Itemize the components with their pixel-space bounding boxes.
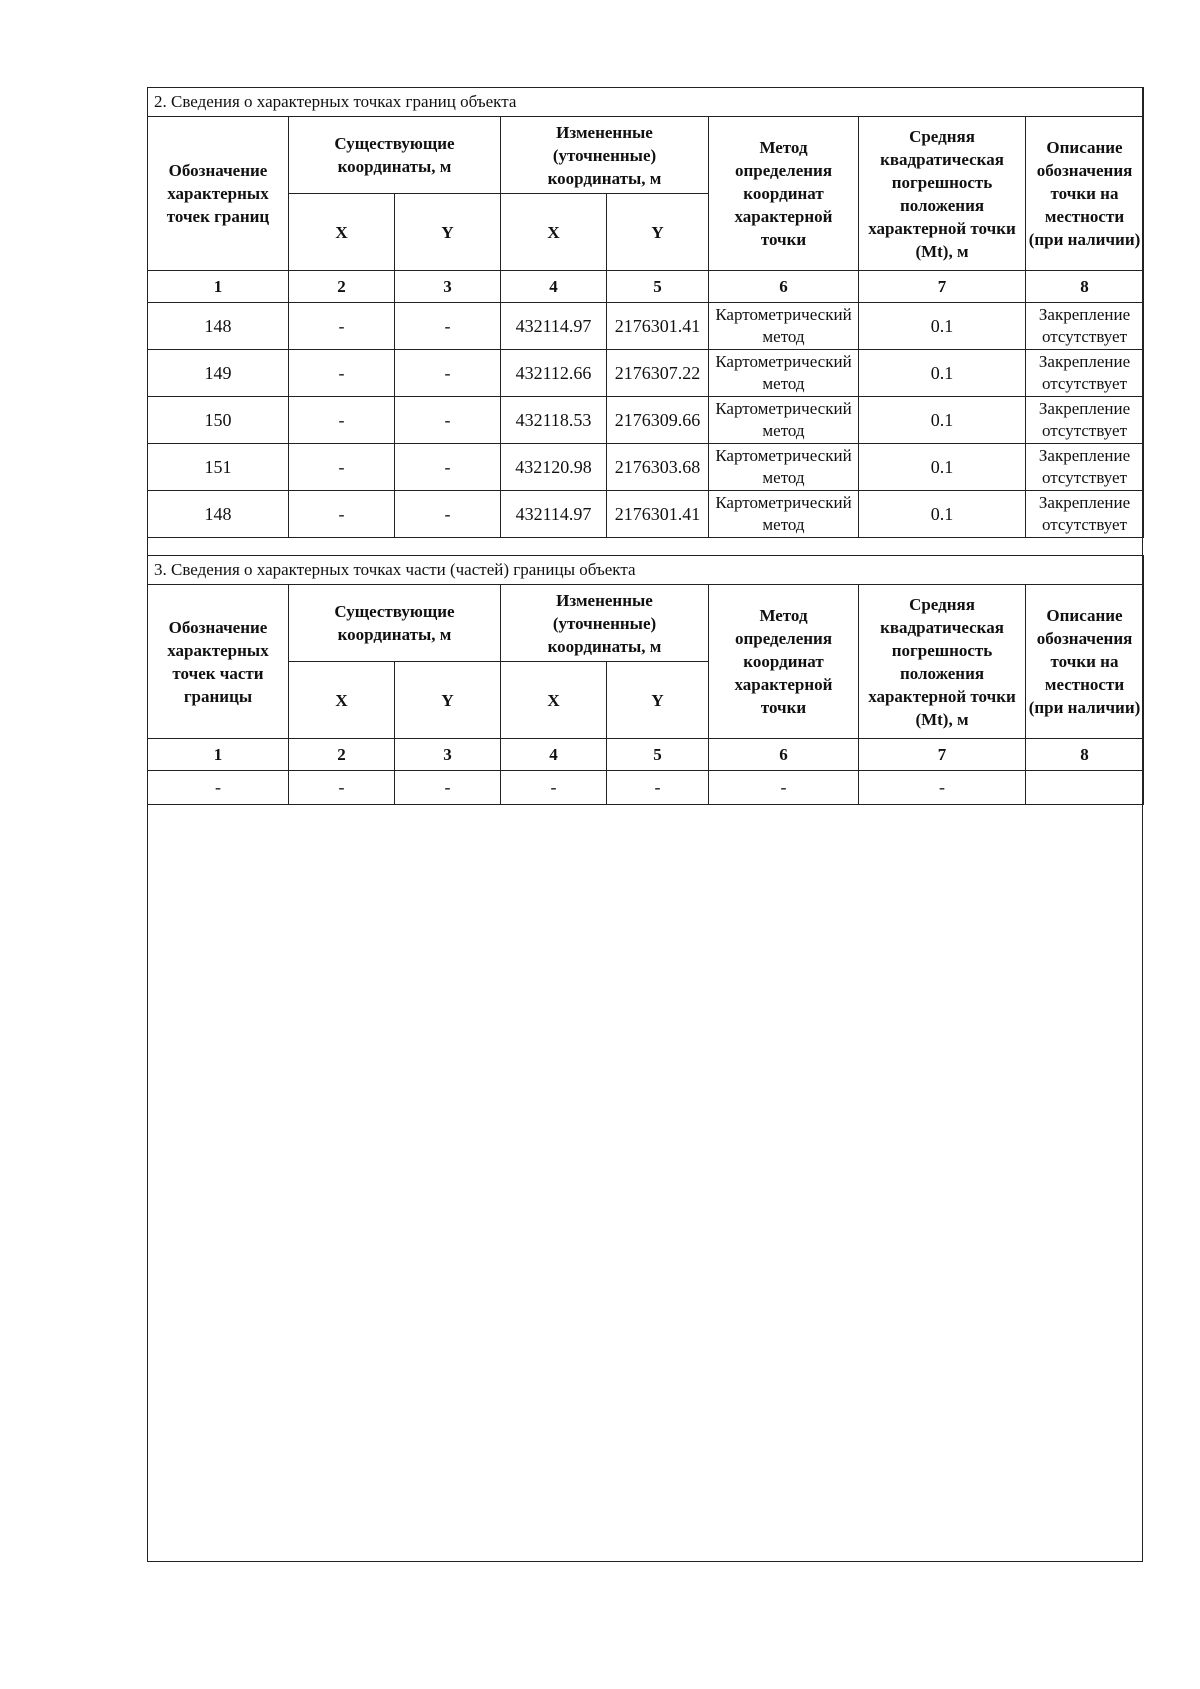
header-error: Средняя квадратическая погрешность положения характерной точки (Mt), м <box>859 585 1026 739</box>
header-changed-x: X <box>501 194 607 271</box>
section2-table <box>147 87 1144 538</box>
description: Закрепление отсутствует <box>1026 397 1144 444</box>
col-number: 8 <box>1026 739 1144 771</box>
table-row <box>148 444 1144 491</box>
col-number: 2 <box>289 271 395 303</box>
changed-y: 2176301.41 <box>607 303 709 350</box>
changed-x: 432112.66 <box>501 350 607 397</box>
header-existing: Существующие координаты, м <box>289 585 501 662</box>
mt: 0.1 <box>859 350 1026 397</box>
description: Закрепление отсутствует <box>1026 303 1144 350</box>
existing-x: - <box>289 397 395 444</box>
table-row <box>148 303 1144 350</box>
empty-cell: - <box>607 771 709 805</box>
header-error: Средняя квадратическая погрешность положения характерной точки (Mt), м <box>859 117 1026 271</box>
table-row <box>148 350 1144 397</box>
header-existing: Существующие координаты, м <box>289 117 501 194</box>
method: Картометрический метод <box>709 303 859 350</box>
table-row <box>148 771 1144 805</box>
existing-x: - <box>289 491 395 538</box>
header-existing-x: X <box>289 662 395 739</box>
method: Картометрический метод <box>709 444 859 491</box>
col-number: 5 <box>607 739 709 771</box>
section2-title: 2. Сведения о характерных точках границ объекта <box>148 88 1144 117</box>
col-number: 2 <box>289 739 395 771</box>
existing-y: - <box>395 397 501 444</box>
table-row <box>148 397 1144 444</box>
header-changed: Измененные (уточненные) координаты, м <box>501 585 709 662</box>
method: Картометрический метод <box>709 397 859 444</box>
header-method: Метод определения координат характерной точки <box>709 585 859 739</box>
existing-y: - <box>395 350 501 397</box>
col-number: 8 <box>1026 271 1144 303</box>
header-method: Метод определения координат характерной точки <box>709 117 859 271</box>
empty-cell: - <box>289 771 395 805</box>
mt: 0.1 <box>859 491 1026 538</box>
empty-cell: - <box>395 771 501 805</box>
method: Картометрический метод <box>709 491 859 538</box>
existing-y: - <box>395 444 501 491</box>
header-changed-y: Y <box>607 662 709 739</box>
section3-table <box>147 555 1144 805</box>
column-number-row <box>148 739 1144 771</box>
mt: 0.1 <box>859 444 1026 491</box>
changed-x: 432114.97 <box>501 491 607 538</box>
empty-cell: - <box>709 771 859 805</box>
changed-x: 432118.53 <box>501 397 607 444</box>
point-id: 148 <box>148 303 289 350</box>
point-id: 150 <box>148 397 289 444</box>
description: Закрепление отсутствует <box>1026 444 1144 491</box>
col-number: 6 <box>709 271 859 303</box>
header-changed: Измененные (уточненные) координаты, м <box>501 117 709 194</box>
empty-cell: - <box>148 771 289 805</box>
point-id: 151 <box>148 444 289 491</box>
col-number: 3 <box>395 271 501 303</box>
empty-cell <box>1026 771 1144 805</box>
column-number-row <box>148 271 1144 303</box>
existing-y: - <box>395 303 501 350</box>
section3-title: 3. Сведения о характерных точках части (частей) границы объекта <box>148 556 1144 585</box>
changed-y: 2176309.66 <box>607 397 709 444</box>
point-id: 148 <box>148 491 289 538</box>
header-existing-y: Y <box>395 662 501 739</box>
changed-x: 432114.97 <box>501 303 607 350</box>
col-number: 1 <box>148 739 289 771</box>
col-number: 4 <box>501 271 607 303</box>
changed-y: 2176307.22 <box>607 350 709 397</box>
header-existing-x: X <box>289 194 395 271</box>
method: Картометрический метод <box>709 350 859 397</box>
header-designation: Обозначение характерных точек части границы <box>148 585 289 739</box>
col-number: 3 <box>395 739 501 771</box>
col-number: 4 <box>501 739 607 771</box>
col-number: 1 <box>148 271 289 303</box>
point-id: 149 <box>148 350 289 397</box>
description: Закрепление отсутствует <box>1026 491 1144 538</box>
header-description: Описание обозначения точки на местности (при наличии) <box>1026 585 1144 739</box>
description: Закрепление отсутствует <box>1026 350 1144 397</box>
empty-cell: - <box>859 771 1026 805</box>
header-changed-x: X <box>501 662 607 739</box>
existing-x: - <box>289 303 395 350</box>
col-number: 6 <box>709 739 859 771</box>
header-changed-y: Y <box>607 194 709 271</box>
mt: 0.1 <box>859 397 1026 444</box>
table-row <box>148 491 1144 538</box>
header-existing-y: Y <box>395 194 501 271</box>
col-number: 7 <box>859 271 1026 303</box>
existing-y: - <box>395 491 501 538</box>
mt: 0.1 <box>859 303 1026 350</box>
col-number: 7 <box>859 739 1026 771</box>
header-description: Описание обозначения точки на местности (при наличии) <box>1026 117 1144 271</box>
header-designation: Обозначение характерных точек границ <box>148 117 289 271</box>
changed-y: 2176301.41 <box>607 491 709 538</box>
existing-x: - <box>289 350 395 397</box>
col-number: 5 <box>607 271 709 303</box>
changed-x: 432120.98 <box>501 444 607 491</box>
changed-y: 2176303.68 <box>607 444 709 491</box>
existing-x: - <box>289 444 395 491</box>
empty-cell: - <box>501 771 607 805</box>
